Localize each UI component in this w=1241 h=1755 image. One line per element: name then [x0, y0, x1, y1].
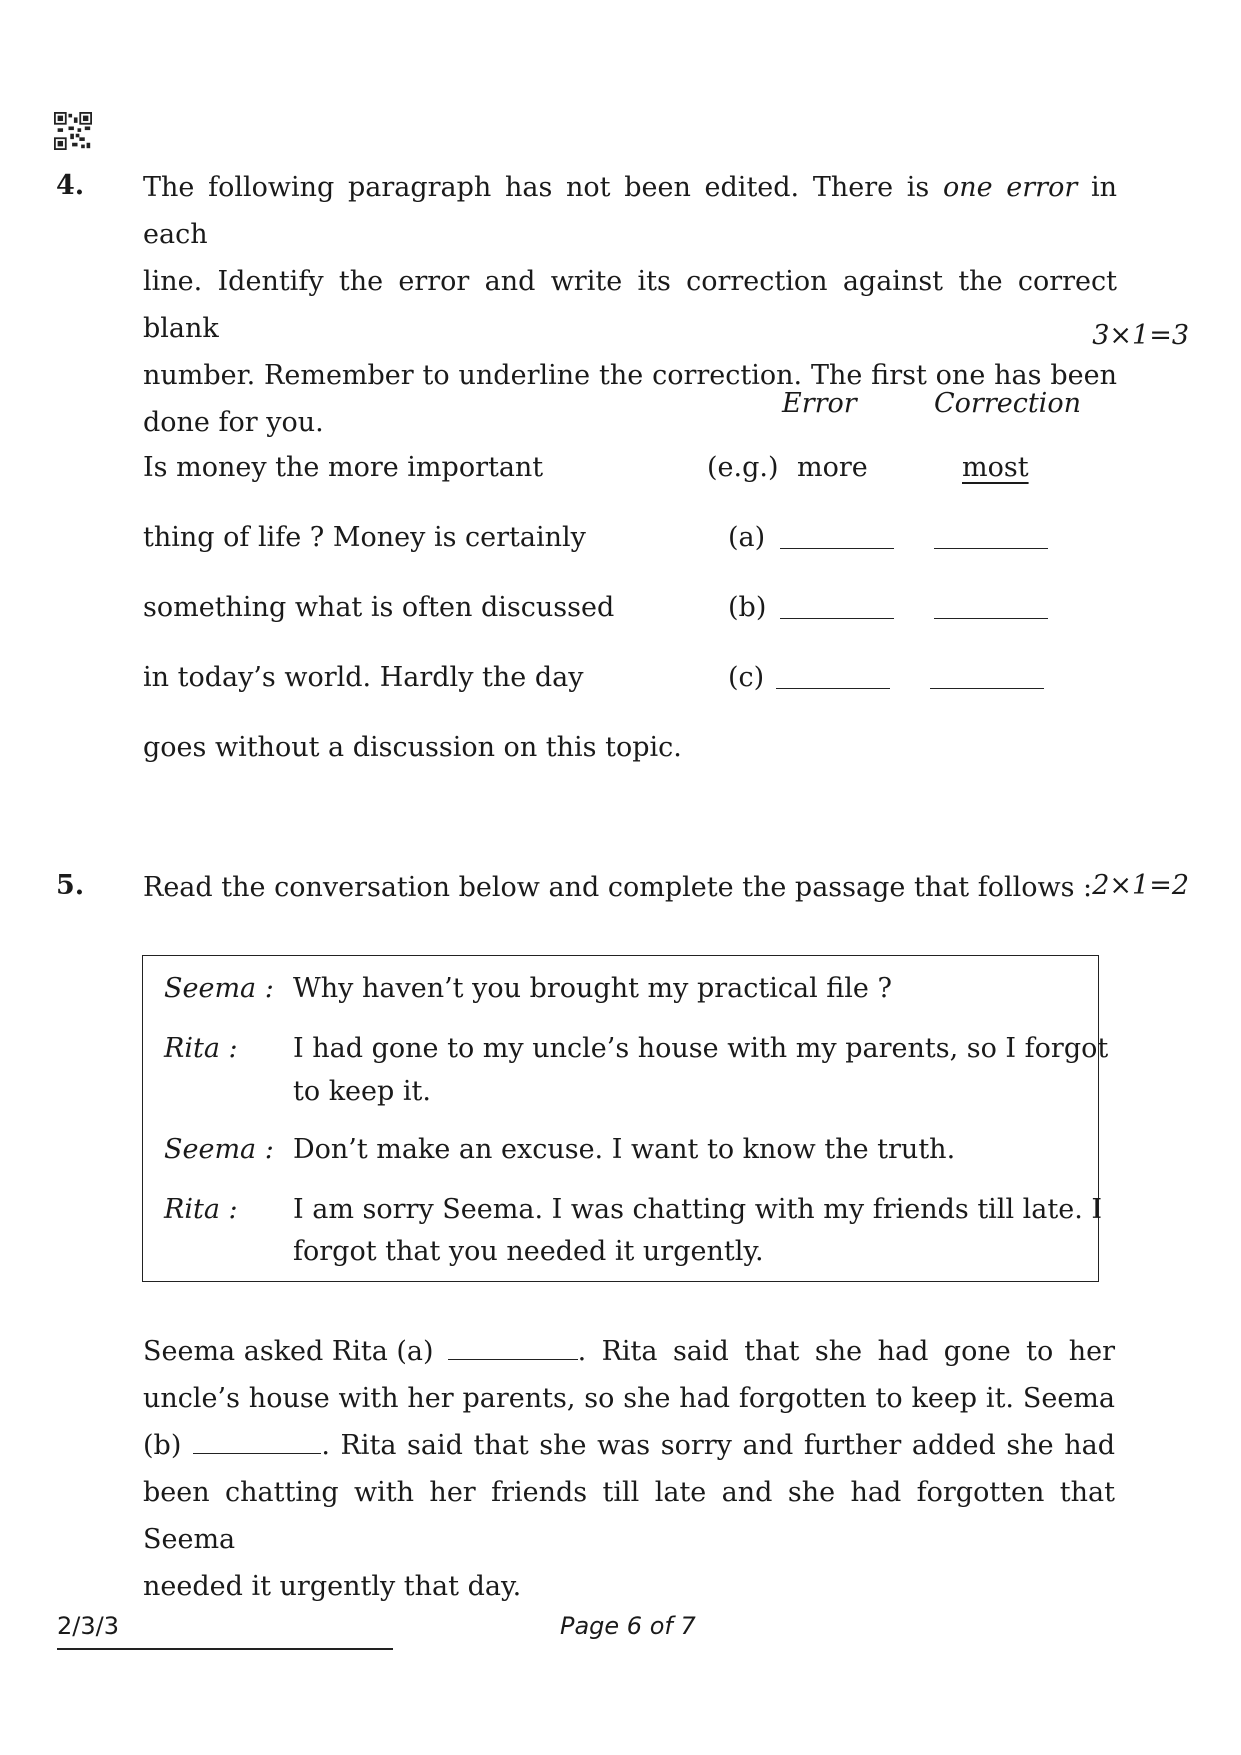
paragraph-line-2: thing of life ? Money is certainly [143, 522, 586, 553]
question-5-prompt: Read the conversation below and complete the passage that follows : [143, 872, 1093, 903]
paragraph-line-3: something what is often discussed [143, 592, 615, 623]
dialogue-line-4a: I am sorry Seema. I was chatting with my friends till late. I [293, 1194, 1103, 1225]
paragraph-line-4: in today’s world. Hardly the day [143, 662, 584, 693]
paragraph-line-1: Is money the more important [143, 452, 544, 483]
row-c-correction-blank[interactable] [930, 664, 1044, 689]
passage-blank-b[interactable] [193, 1429, 321, 1454]
passage [143, 1328, 1115, 1610]
row-a-correction-blank[interactable] [934, 524, 1048, 549]
question-5-marks: 2×1=2 [1092, 870, 1189, 901]
row-a-label: (a) [728, 522, 766, 553]
correction-column-header: Correction [934, 388, 1081, 419]
example-error: more [797, 452, 868, 483]
qr-code-icon [54, 112, 92, 150]
q4-line-1: The following paragraph has not been edited. There is one error in each [143, 172, 1117, 250]
question-4-number: 4. [56, 170, 85, 201]
dialogue-speaker-2: Rita : [164, 1033, 238, 1064]
passage-line-4: been chatting with her friends till late and she had forgotten that Seema [143, 1477, 1115, 1555]
dialogue-line-2b: to keep it. [293, 1076, 431, 1107]
row-a-error-blank[interactable] [780, 524, 894, 549]
row-c-error-blank[interactable] [776, 664, 890, 689]
passage-line-3: (b) . Rita said that she was sorry and further added she had [143, 1430, 1115, 1461]
paper-code: 2/3/3 [57, 1612, 119, 1640]
example-correction: most [962, 452, 1029, 483]
passage-line-2: uncle’s house with her parents, so she had forgotten to keep it. Seema [143, 1383, 1115, 1414]
example-label: (e.g.) [707, 452, 779, 483]
row-c-label: (c) [728, 662, 765, 693]
dialogue-speaker-3: Seema : [164, 1134, 274, 1165]
row-b-error-blank[interactable] [780, 594, 894, 619]
footer-rule [57, 1648, 393, 1650]
passage-line-1: Seema asked Rita (a) . Rita said that she had gone to her [143, 1336, 1115, 1367]
passage-line-5: needed it urgently that day. [143, 1571, 522, 1602]
dialogue-line-1: Why haven’t you brought my practical file ? [293, 973, 892, 1004]
dialogue-line-4b: forgot that you needed it urgently. [293, 1236, 764, 1267]
row-b-correction-blank[interactable] [934, 594, 1048, 619]
dialogue-line-3: Don’t make an excuse. I want to know the truth. [293, 1134, 956, 1165]
page-number: Page 6 of 7 [560, 1612, 696, 1640]
dialogue-speaker-4: Rita : [164, 1194, 238, 1225]
question-5-number: 5. [56, 870, 85, 901]
error-column-header: Error [782, 388, 857, 419]
paragraph-line-5: goes without a discussion on this topic. [143, 732, 682, 763]
row-b-label: (b) [728, 592, 767, 623]
q4-line-3: number. Remember to underline the correction. The first one has been [143, 360, 1117, 391]
q4-line-2: line. Identify the error and write its correction against the correct blank [143, 266, 1117, 344]
q4-line-4: done for you. [143, 407, 324, 438]
passage-blank-a[interactable] [448, 1335, 578, 1360]
question-4-marks: 3×1=3 [1092, 320, 1189, 351]
dialogue-speaker-1: Seema : [164, 973, 274, 1004]
dialogue-line-2a: I had gone to my uncle’s house with my parents, so I forgot [293, 1033, 1109, 1064]
